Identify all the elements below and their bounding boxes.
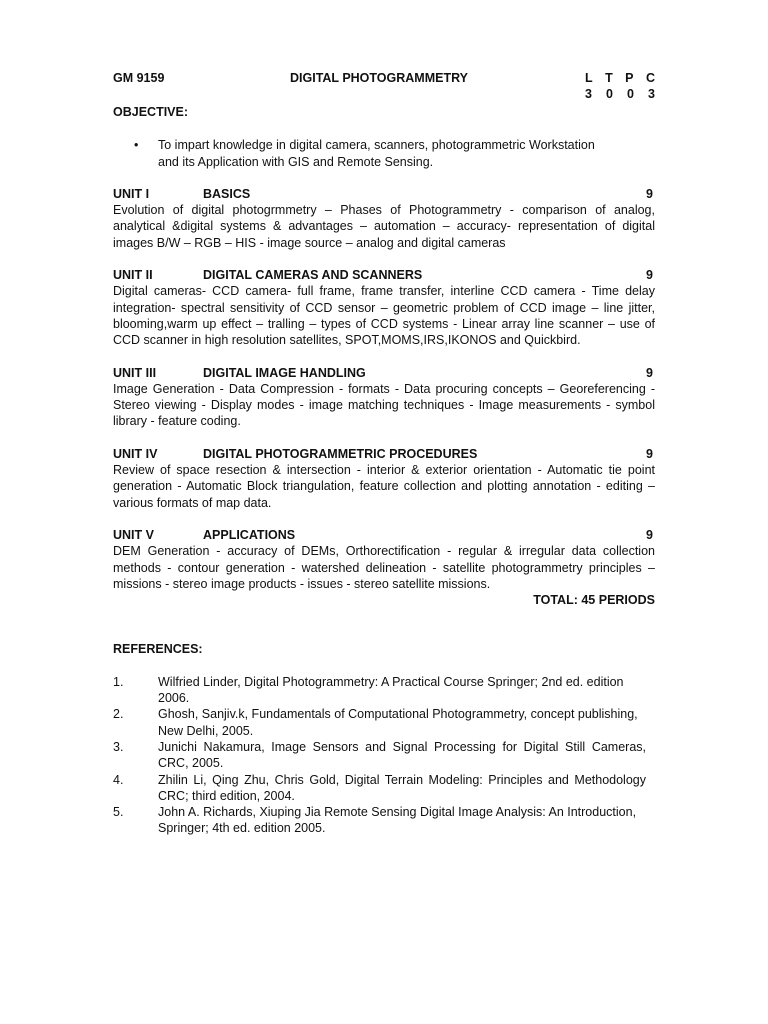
bullet-icon: • xyxy=(134,138,139,153)
course-code: GM 9159 xyxy=(113,71,165,85)
reference-text: Wilfried Linder, Digital Photogrammetry: A Practical Course Springer; 2nd ed. edition 2006. xyxy=(158,674,624,706)
ltpc-label: P xyxy=(625,71,634,85)
objective-line: and its Application with GIS and Remote Sensing. xyxy=(158,154,434,169)
reference-item xyxy=(113,739,646,772)
unit-description: Evolution of digital photogrmmetry – Phases of Photogrammetry - comparison of analog, analytical &digital systems & advantages – automation – accuracy- representation of digital images B/W – RGB – HIS - image source – analog and digital cameras xyxy=(113,203,655,250)
ltpc-label: L xyxy=(585,71,593,85)
reference-item xyxy=(113,804,646,837)
reference-number: 5. xyxy=(113,805,124,820)
unit-hours: 9 xyxy=(646,446,653,461)
reference-number: 1. xyxy=(113,674,124,689)
unit-section xyxy=(113,527,655,592)
unit-heading xyxy=(113,267,655,283)
reference-item xyxy=(113,706,646,739)
unit-description: Image Generation - Data Compression - formats - Data procuring concepts – Georeferencing - Stereo viewing - Display modes - image matching techniques - Image measurements - symbol library - feature coding. xyxy=(113,381,655,429)
unit-title: DIGITAL IMAGE HANDLING xyxy=(203,365,366,380)
unit-title: BASICS xyxy=(203,186,251,201)
objective-line: To impart knowledge in digital camera, scanners, photogrammetric Workstation xyxy=(158,138,595,153)
unit-title: APPLICATIONS xyxy=(203,527,296,542)
unit-label: UNIT IV xyxy=(113,446,158,461)
unit-hours: 9 xyxy=(646,268,653,283)
unit-description: Digital cameras- CCD camera- full frame, frame transfer, interline CCD camera - Time delay integration- spectral sensitivity of CCD sensor – geometric problem of CCD image – line jitter, blooming,warm up effect – tralling – types of CCD systems - Linear array line scanner – use of CCD scanner in high resolution satellites, SPOT,MOMS,IRS,IKONOS and Quickbird. xyxy=(113,284,655,348)
objective-bullet-item xyxy=(113,137,655,170)
unit-description: DEM Generation - accuracy of DEMs, Orthorectification - regular & irregular data collection methods - contour generation - watershed delineation - satellite photogrammetry principles – missions - stereo image products - issues - stereo satellite missions. xyxy=(113,544,655,591)
unit-title: DIGITAL CAMERAS AND SCANNERS xyxy=(203,268,423,283)
unit-hours: 9 xyxy=(646,365,653,380)
course-header xyxy=(113,70,655,104)
unit-label: UNIT II xyxy=(113,268,153,283)
unit-title: DIGITAL PHOTOGRAMMETRIC PROCEDURES xyxy=(203,446,478,461)
ltpc-value: 3 xyxy=(585,87,592,102)
reference-text: Zhilin Li, Qing Zhu, Chris Gold, Digital Terrain Modeling: Principles and Methodology CRC; third edition, 2004. xyxy=(158,772,646,803)
unit-hours: 9 xyxy=(646,527,653,542)
syllabus-page xyxy=(113,70,655,837)
ltpc-value: 0 xyxy=(606,87,613,102)
ltpc-values xyxy=(585,86,655,102)
unit-heading xyxy=(113,446,655,462)
objective-heading: OBJECTIVE: xyxy=(113,105,189,119)
ltpc-table xyxy=(585,70,655,103)
reference-number: 4. xyxy=(113,772,124,787)
reference-number: 3. xyxy=(113,739,124,754)
reference-text: John A. Richards, Xiuping Jia Remote Sensing Digital Image Analysis: An Introduction, Springer; 4th ed. edition 2005. xyxy=(158,805,637,836)
course-title: DIGITAL PHOTOGRAMMETRY xyxy=(290,71,469,85)
unit-heading xyxy=(113,365,655,381)
unit-description: Review of space resection & intersection - interior & exterior orientation - Automatic tie point generation - Automatic Block triangulation, feature collection and plotting annotation - editing – various formats of map data. xyxy=(113,463,655,510)
unit-heading xyxy=(113,186,655,202)
reference-number: 2. xyxy=(113,707,124,722)
ltpc-value: 0 xyxy=(627,87,634,102)
ltpc-labels xyxy=(585,70,655,86)
unit-heading xyxy=(113,527,655,543)
reference-text: Ghosh, Sanjiv.k, Fundamentals of Computational Photogrammetry, concept publishing, New Delhi, 2005. xyxy=(158,707,638,738)
references-list xyxy=(113,674,655,837)
unit-hours: 9 xyxy=(646,186,653,201)
unit-label: UNIT I xyxy=(113,186,150,201)
total-periods: TOTAL: 45 PERIODS xyxy=(533,593,655,608)
unit-section xyxy=(113,446,655,511)
ltpc-label: T xyxy=(605,71,613,85)
unit-label: UNIT V xyxy=(113,527,154,542)
references-heading: REFERENCES: xyxy=(113,642,203,657)
ltpc-value: 3 xyxy=(648,87,655,102)
reference-item xyxy=(113,772,646,805)
unit-label: UNIT III xyxy=(113,365,157,380)
reference-item xyxy=(113,674,646,707)
reference-text: Junichi Nakamura, Image Sensors and Signal Processing for Digital Still Cameras, CRC, 2005. xyxy=(158,739,646,771)
unit-section xyxy=(113,365,655,430)
ltpc-label: C xyxy=(645,71,655,85)
unit-section xyxy=(113,186,655,251)
unit-section xyxy=(113,267,655,348)
